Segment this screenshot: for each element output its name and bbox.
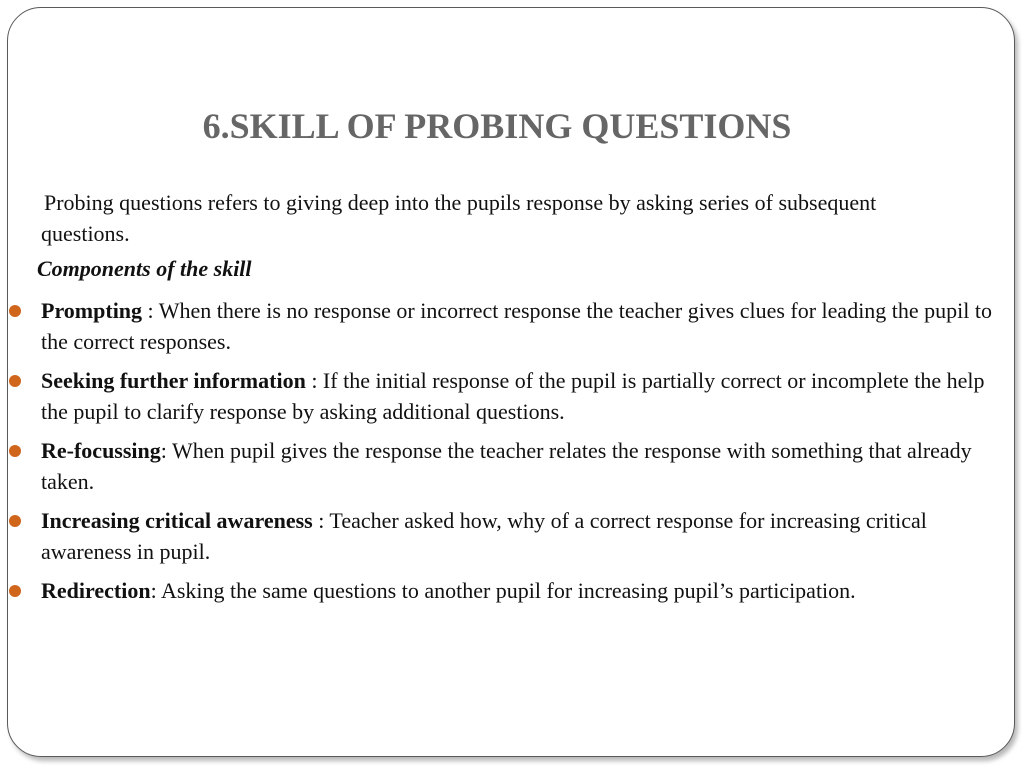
bullet-term: Prompting [41,298,143,323]
bullet-text: : When pupil gives the response the teacher relates the response with something that already taken. [41,438,972,494]
intro-line-1: Probing questions refers to giving deep into the pupils response by asking series of subsequent [44,190,877,215]
bullet-dot-icon [9,305,21,317]
bullet-term: Increasing critical awareness [41,508,313,533]
bullet-item-re-focussing [0,435,1010,497]
bullet-term: Redirection [41,578,151,603]
bullet-dot-icon [9,445,21,457]
bullet-term: Re-focussing [41,438,161,463]
bullet-dot-icon [9,515,21,527]
bullet-list [0,295,1010,614]
bullet-text: : Asking the same questions to another pupil for increasing pupil’s participation. [150,578,856,603]
intro-line-2: questions. [41,221,130,246]
bullet-text: : If the initial response of the pupil is partially correct or incomplete the help the pupil to clarify response by asking additional questions. [41,368,985,424]
bullet-text: : Teacher asked how, why of a correct response for increasing critical awareness in pupil. [41,508,927,564]
bullet-item-seeking-further-information [0,365,1010,427]
bullet-term: Seeking further information [41,368,306,393]
bullet-dot-icon [9,585,21,597]
bullet-item-prompting [0,295,1010,357]
bullet-dot-icon [9,375,21,387]
intro-paragraph [41,187,1016,249]
slide-title: 6.SKILL OF PROBING QUESTIONS [202,106,792,146]
bullet-item-redirection [0,575,1010,606]
components-heading: Components of the skill [37,256,252,281]
bullet-item-increasing-critical-awareness [0,505,1010,567]
bullet-text: : When there is no response or incorrect response the teacher gives clues for leading the pupil to the correct responses. [41,298,993,354]
